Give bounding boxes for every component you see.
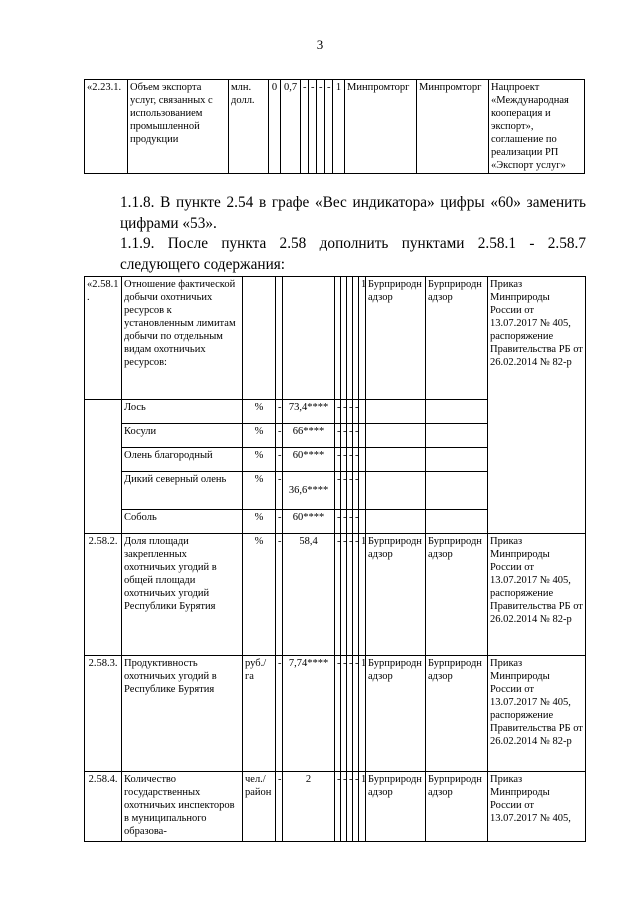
indicator-name: Объем экспорта услуг, связанных с использованием промышленной продукции bbox=[128, 80, 229, 174]
table-row bbox=[85, 277, 586, 400]
responsible-cell: Бурприроднадзор bbox=[366, 534, 426, 656]
value-cell: - bbox=[353, 424, 359, 448]
value-cell: - bbox=[347, 534, 353, 656]
value-cell: 7,74**** bbox=[283, 656, 335, 772]
value-cell: - bbox=[335, 510, 341, 534]
value-cell: - bbox=[276, 400, 283, 424]
responsible-cell: Минпромторг bbox=[345, 80, 417, 174]
unit: чел./район bbox=[243, 772, 276, 842]
value-cell: - bbox=[276, 510, 283, 534]
value-cell: - bbox=[276, 772, 283, 842]
indicator-table-main bbox=[84, 276, 586, 842]
row-number: 2.58.2. bbox=[85, 534, 122, 656]
unit: % bbox=[243, 448, 276, 472]
weight-cell: 1 bbox=[333, 80, 345, 174]
unit: руб./га bbox=[243, 656, 276, 772]
sub-indicator-name: Дикий северный олень bbox=[122, 472, 243, 510]
indicator-name: Отношение фактической добычи охотничьих ресурсов к установленным лимитам добычи по отдельным видам охотничьих ресурсов: bbox=[122, 277, 243, 400]
value-cell: - bbox=[276, 472, 283, 510]
row-number: 2.58.4. bbox=[85, 772, 122, 842]
value-cell: - bbox=[347, 400, 353, 424]
value-cell: - bbox=[353, 510, 359, 534]
value-cell: 60**** bbox=[283, 510, 335, 534]
row-number: «2.23.1. bbox=[85, 80, 128, 174]
sub-indicator-name: Лось bbox=[122, 400, 243, 424]
weight-cell: 1 bbox=[359, 277, 366, 400]
value-cell: - bbox=[341, 510, 347, 534]
responsible-cell: Минпромторг bbox=[417, 80, 489, 174]
table-row bbox=[85, 534, 586, 656]
value-cell: - bbox=[347, 472, 353, 510]
responsible-cell: Бурприроднадзор bbox=[366, 656, 426, 772]
weight-cell: 1 bbox=[359, 534, 366, 656]
indicator-name: Продуктивность охотничьих угодий в Республике Бурятия bbox=[122, 656, 243, 772]
value-cell: - bbox=[341, 400, 347, 424]
paragraph-1-1-9: 1.1.9. После пункта 2.58 дополнить пунктами 2.58.1 - 2.58.7 следующего содержания: bbox=[120, 235, 586, 273]
unit: % bbox=[243, 472, 276, 510]
value-cell: - bbox=[353, 772, 359, 842]
value-cell: 60**** bbox=[283, 448, 335, 472]
value-cell: - bbox=[276, 656, 283, 772]
value-cell: - bbox=[335, 772, 341, 842]
responsible-cell: Бурприроднадзор bbox=[426, 534, 488, 656]
value-cell: - bbox=[335, 448, 341, 472]
sub-indicator-name: Олень благородный bbox=[122, 448, 243, 472]
unit: млн. долл. bbox=[229, 80, 269, 174]
value-cell: - bbox=[347, 424, 353, 448]
value-cell: - bbox=[341, 448, 347, 472]
value-cell: - bbox=[301, 80, 309, 174]
indicator-name: Доля площади закрепленных охотничьих угодий в общей площади охотничьих угодий Республики Бурятия bbox=[122, 534, 243, 656]
value-cell: - bbox=[341, 472, 347, 510]
value-cell: - bbox=[335, 534, 341, 656]
source-cell: Приказ Минприроды России от 13.07.2017 № 405, bbox=[488, 772, 586, 842]
indicator-name: Количество государственных охотничьих инспекторов в муниципального образова- bbox=[122, 772, 243, 842]
responsible-cell: Бурприроднадзор bbox=[426, 772, 488, 842]
weight-cell: 1 bbox=[359, 772, 366, 842]
value-cell: 0 bbox=[269, 80, 281, 174]
value-cell: - bbox=[335, 472, 341, 510]
value-cell: - bbox=[347, 510, 353, 534]
value-cell: - bbox=[317, 80, 325, 174]
value-cell: - bbox=[347, 772, 353, 842]
indicator-table-top bbox=[84, 79, 585, 174]
value-cell: - bbox=[353, 400, 359, 424]
source-cell: Приказ Минприроды России от 13.07.2017 № 405, распоряжение Правительства РБ от 26.02.2014 № 82-р bbox=[488, 534, 586, 656]
value-cell: - bbox=[353, 448, 359, 472]
responsible-cell: Бурприроднадзор bbox=[426, 656, 488, 772]
unit: % bbox=[243, 510, 276, 534]
value-cell: - bbox=[347, 448, 353, 472]
value-cell: - bbox=[341, 424, 347, 448]
value-cell: - bbox=[353, 534, 359, 656]
unit: % bbox=[243, 534, 276, 656]
value-cell: 2 bbox=[283, 772, 335, 842]
value-cell: 0,7 bbox=[281, 80, 301, 174]
source-cell: Приказ Минприроды России от 13.07.2017 № 405, распоряжение Правительства РБ от 26.02.2014 № 82-р bbox=[488, 656, 586, 772]
value-cell: - bbox=[341, 534, 347, 656]
unit: % bbox=[243, 424, 276, 448]
row-number: 2.58.3. bbox=[85, 656, 122, 772]
source-cell: Нацпроект «Международная кооперация и экспорт», соглашение по реализации РП «Экспорт услуг» bbox=[489, 80, 585, 174]
source-cell: Приказ Минприроды России от 13.07.2017 № 405, распоряжение Правительства РБ от 26.02.2014 № 82-р bbox=[488, 277, 586, 534]
table-row bbox=[85, 80, 585, 174]
value-cell: - bbox=[325, 80, 333, 174]
weight-cell: 1 bbox=[359, 656, 366, 772]
responsible-cell: Бурприроднадзор bbox=[426, 277, 488, 400]
value-cell: - bbox=[353, 656, 359, 772]
value-cell: - bbox=[276, 448, 283, 472]
row-number: «2.58.1. bbox=[85, 277, 122, 400]
page-number: 3 bbox=[316, 37, 324, 52]
value-cell: - bbox=[347, 656, 353, 772]
value-cell: - bbox=[335, 656, 341, 772]
sub-indicator-name: Косули bbox=[122, 424, 243, 448]
table-row bbox=[85, 656, 586, 772]
value-cell: 66**** bbox=[283, 424, 335, 448]
value-cell: 58,4 bbox=[283, 534, 335, 656]
value-cell: - bbox=[335, 400, 341, 424]
value-cell: 73,4**** bbox=[283, 400, 335, 424]
unit: % bbox=[243, 400, 276, 424]
value-cell: - bbox=[276, 534, 283, 656]
value-cell: - bbox=[309, 80, 317, 174]
responsible-cell: Бурприроднадзор bbox=[366, 277, 426, 400]
value-cell: - bbox=[335, 424, 341, 448]
table-row bbox=[85, 772, 586, 842]
sub-indicator-name: Соболь bbox=[122, 510, 243, 534]
value-cell: - bbox=[276, 424, 283, 448]
value-cell: - bbox=[353, 472, 359, 510]
value-cell: - bbox=[341, 772, 347, 842]
value-cell: 36,6**** bbox=[283, 472, 335, 510]
responsible-cell: Бурприроднадзор bbox=[366, 772, 426, 842]
paragraph-1-1-8: 1.1.8. В пункте 2.54 в графе «Вес индикатора» цифры «60» заменить цифрами «53». bbox=[120, 194, 586, 232]
value-cell: - bbox=[341, 656, 347, 772]
